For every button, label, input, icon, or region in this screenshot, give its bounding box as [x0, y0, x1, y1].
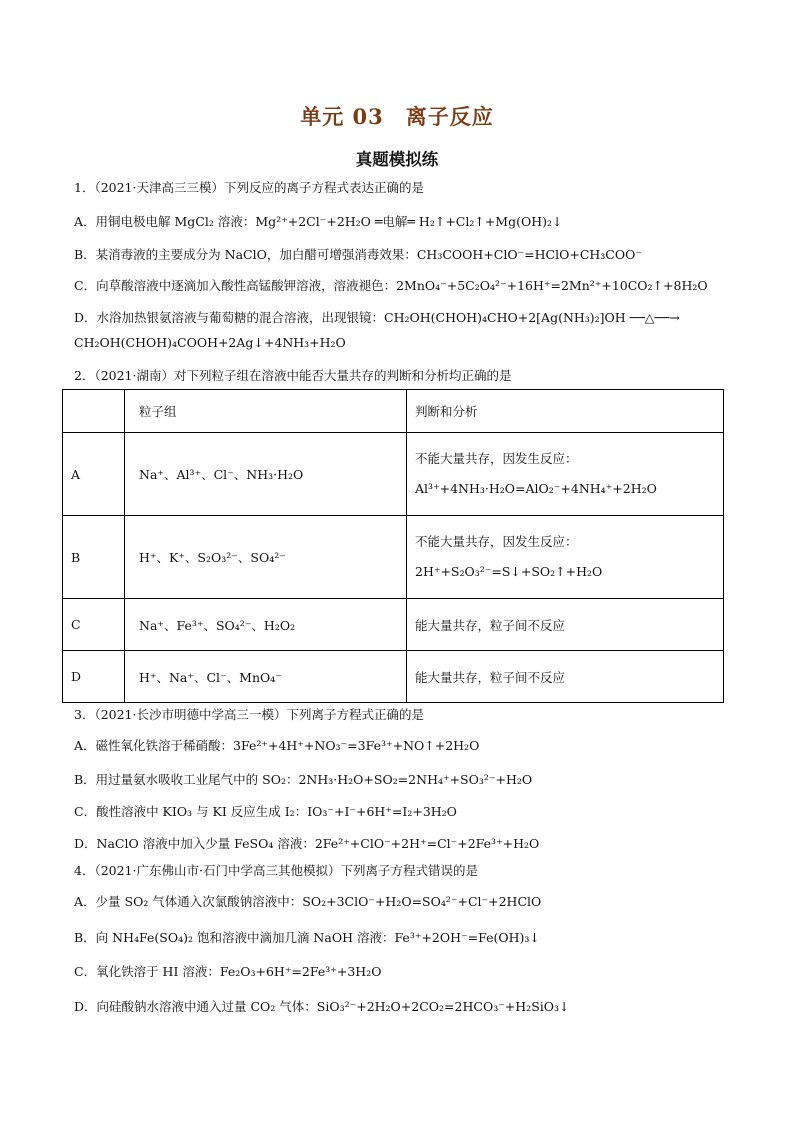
- table-row: [63, 516, 724, 599]
- question-4-option-a: A．少量 SO₂ 气体通入次氯酸钠溶液中：SO₂+3ClO⁻+H₂O=SO₄²⁻+Cl⁻+2HClO: [74, 894, 542, 909]
- row-label: D: [63, 651, 125, 703]
- row-label: A: [63, 433, 125, 516]
- question-1-option-a: A．用铜电极电解 MgCl₂ 溶液：Mg²⁺+2Cl⁻+2H₂O ═电解═ H₂↑+Cl₂↑+Mg(OH)₂↓: [74, 214, 563, 229]
- row-label: B: [63, 516, 125, 599]
- judgment-equation: Al³⁺+4NH₃·H₂O=AlO₂⁻+4NH₄⁺+2H₂O: [415, 481, 657, 496]
- particle-group: H⁺、Na⁺、Cl⁻、MnO₄⁻: [125, 651, 407, 703]
- question-2-table: [62, 389, 724, 703]
- question-1-option-d: D．水浴加热银氨溶液与葡萄糖的混合溶液，出现银镜：CH₂OH(CHOH)₄CHO+2[Ag(NH₃)₂]OH ──△──→: [74, 310, 680, 325]
- page-title: 单元 03 离子反应: [300, 104, 494, 129]
- judgment-cell: [407, 516, 724, 599]
- table-row: [63, 651, 724, 703]
- table-row: [63, 433, 724, 516]
- judgment-equation: 2H⁺+S₂O₃²⁻=S↓+SO₂↑+H₂O: [415, 564, 603, 579]
- question-1-option-b: B．某消毒液的主要成分为 NaClO，加白醋可增强消毒效果：CH₃COOH+ClO⁻=HClO+CH₃COO⁻: [74, 247, 642, 262]
- question-4-option-c: C．氧化铁溶于 HI 溶液：Fe₂O₃+6H⁺=2Fe³⁺+3H₂O: [74, 964, 382, 979]
- table-header-cell: 粒子组: [125, 390, 407, 433]
- question-4-stem: 4．（2021·广东佛山市·石门中学高三其他模拟）下列离子方程式错误的是: [74, 863, 478, 878]
- table-header-cell: [63, 390, 125, 433]
- question-3-option-b: B．用过量氨水吸收工业尾气中的 SO₂：2NH₃·H₂O+SO₂=2NH₄⁺+SO₃²⁻+H₂O: [74, 772, 533, 787]
- judgment-text: 能大量共存，粒子间不反应: [407, 651, 724, 703]
- row-label: C: [63, 599, 125, 651]
- question-3-option-d: D．NaClO 溶液中加入少量 FeSO₄ 溶液：2Fe²⁺+ClO⁻+2H⁺=Cl⁻+2Fe³⁺+H₂O: [74, 836, 540, 851]
- question-2-stem: 2．（2021·湖南）对下列粒子组在溶液中能否大量共存的判断和分析均正确的是: [74, 368, 512, 383]
- question-1-stem: 1．（2021·天津高三三模）下列反应的离子方程式表达正确的是: [74, 180, 424, 195]
- judgment-cell: [407, 433, 724, 516]
- particle-group: Na⁺、Al³⁺、Cl⁻、NH₃·H₂O: [125, 433, 407, 516]
- question-4-option-b: B．向 NH₄Fe(SO₄)₂ 饱和溶液中滴加几滴 NaOH 溶液：Fe³⁺+2OH⁻=Fe(OH)₃↓: [74, 930, 540, 945]
- particle-group: Na⁺、Fe³⁺、SO₄²⁻、H₂O₂: [125, 599, 407, 651]
- question-3-option-a: A．磁性氧化铁溶于稀硝酸：3Fe²⁺+4H⁺+NO₃⁻=3Fe³⁺+NO↑+2H₂O: [74, 738, 480, 753]
- table-header-cell: 判断和分析: [407, 390, 724, 433]
- question-1-option-c: C．向草酸溶液中逐滴加入酸性高锰酸钾溶液，溶液褪色：2MnO₄⁻+5C₂O₄²⁻+16H⁺=2Mn²⁺+10CO₂↑+8H₂O: [74, 278, 708, 293]
- question-4-option-d: D．向硅酸钠水溶液中通入过量 CO₂ 气体：SiO₃²⁻+2H₂O+2CO₂=2HCO₃⁻+H₂SiO₃↓: [74, 999, 570, 1014]
- particle-group: H⁺、K⁺、S₂O₃²⁻、SO₄²⁻: [125, 516, 407, 599]
- judgment-text: 能大量共存，粒子间不反应: [407, 599, 724, 651]
- question-1-option-d-continued: CH₂OH(CHOH)₄COOH+2Ag↓+4NH₃+H₂O: [74, 335, 346, 350]
- judgment-text: 不能大量共存，因发生反应：: [415, 534, 578, 549]
- question-3-stem: 3．（2021·长沙市明德中学高三一模）下列离子方程式正确的是: [74, 707, 424, 722]
- question-3-option-c: C．酸性溶液中 KIO₃ 与 KI 反应生成 I₂：IO₃⁻+I⁻+6H⁺=I₂+3H₂O: [74, 804, 457, 819]
- table-header-row: [63, 390, 724, 433]
- section-subtitle: 真题模拟练: [355, 150, 439, 169]
- table-row: [63, 599, 724, 651]
- judgment-text: 不能大量共存，因发生反应：: [415, 451, 578, 466]
